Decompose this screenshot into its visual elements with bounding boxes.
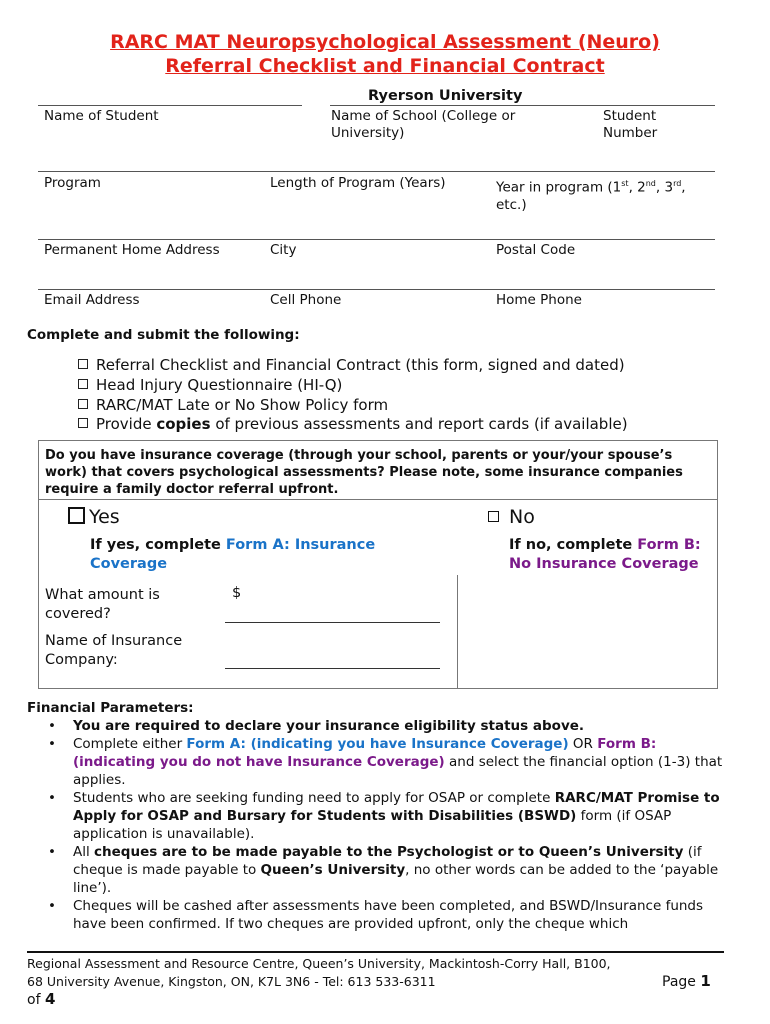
yes-instruction: If yes, complete Form A: Insurance Coverage (90, 537, 376, 572)
checklist-heading: Complete and submit the following: (27, 327, 300, 343)
page-indicator: Page 1 (662, 972, 711, 990)
email-address-label: Email Address (44, 292, 140, 308)
financial-heading: Financial Parameters: (27, 700, 194, 716)
checkbox-icon[interactable] (78, 379, 88, 389)
student-number-label: Student Number (603, 108, 658, 141)
document-title-line1: RARC MAT Neuropsychological Assessment (Neuro) (110, 31, 660, 53)
year-in-program-label: Year in program (1st, 2nd, 3rd, etc.) (496, 179, 686, 213)
checklist-item-hiq[interactable]: Head Injury Questionnaire (HI-Q) (78, 375, 342, 395)
insurance-question: Do you have insurance coverage (through your school, parents or your/your spouse’s work) that covers psychological assessments? Please note, some insurance companies require a family doctor referral upfront. (45, 448, 683, 497)
amount-covered-label: What amount is covered? (45, 587, 160, 622)
name-of-school-label: Name of School (College or University) (331, 108, 516, 141)
school-value[interactable]: Ryerson University (368, 88, 523, 104)
footer-address-line2: 68 University Avenue, Kingston, ON, K7L 3N6 - Tel: 613 533-6311 (27, 974, 436, 989)
insurance-company-label: Name of Insurance Company: (45, 633, 183, 668)
permanent-home-address-label: Permanent Home Address (44, 242, 220, 258)
amount-input-line[interactable] (225, 622, 440, 623)
form-b-link[interactable]: Form B: No Insurance Coverage (509, 537, 701, 572)
checkbox-icon[interactable] (78, 418, 88, 428)
checkbox-icon[interactable] (78, 359, 88, 369)
cell-phone-label: Cell Phone (270, 292, 342, 308)
form-a-link[interactable]: Form A: Insurance Coverage (90, 537, 376, 572)
program-label: Program (44, 175, 101, 191)
checkbox-icon[interactable] (68, 507, 85, 524)
company-input-line[interactable] (225, 668, 440, 669)
checkbox-icon[interactable] (488, 511, 499, 522)
home-phone-label: Home Phone (496, 292, 582, 308)
length-of-program-label: Length of Program (Years) (270, 175, 446, 191)
dollar-sign: $ (232, 585, 242, 601)
document-title-line2: Referral Checklist and Financial Contract (165, 55, 605, 77)
page-total: of 4 (27, 990, 56, 1008)
name-of-student-label: Name of Student (44, 108, 159, 124)
checklist-item-referral[interactable]: Referral Checklist and Financial Contract (this form, signed and dated) (78, 355, 625, 375)
checklist-item-policy[interactable]: RARC/MAT Late or No Show Policy form (78, 395, 388, 415)
checkbox-icon[interactable] (78, 399, 88, 409)
footer-address-line1: Regional Assessment and Resource Centre, Queen’s University, Mackintosh-Corry Hall, B100, (27, 956, 611, 971)
no-option[interactable]: No (488, 506, 535, 528)
no-instruction: If no, complete Form B: No Insurance Coverage (509, 537, 701, 572)
yes-option[interactable]: Yes (68, 506, 120, 528)
city-label: City (270, 242, 297, 258)
postal-code-label: Postal Code (496, 242, 576, 258)
checklist-item-copies[interactable]: Provide copies of previous assessments and report cards (if available) (78, 414, 628, 434)
